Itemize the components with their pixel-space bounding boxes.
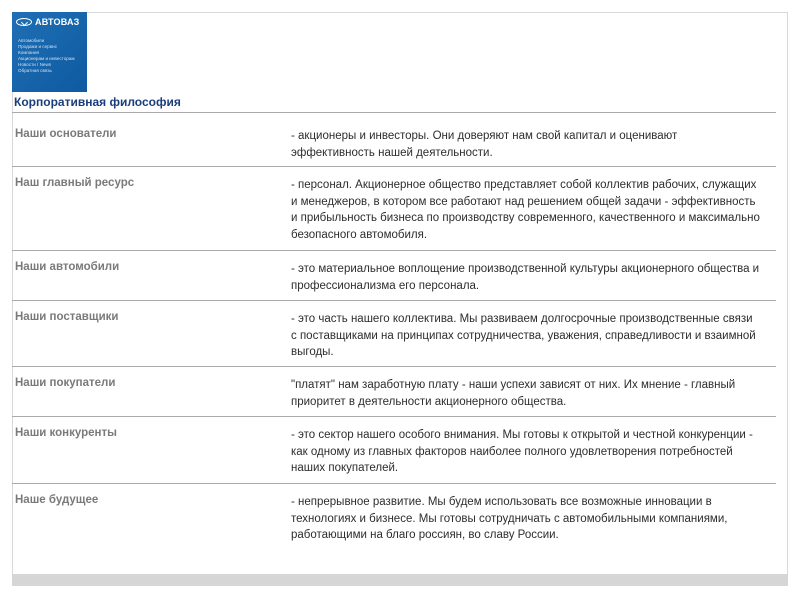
menu-item-cars[interactable]: Автомобили (18, 38, 45, 43)
philosophy-row-cars (12, 251, 776, 301)
menu-item-feedback[interactable]: Обратная связь (18, 68, 52, 73)
title-divider (12, 112, 776, 113)
philosophy-row-future (12, 484, 776, 568)
row-text: - это сектор нашего особого внимания. Мы готовы к открытой и честной конкуренции - как одному из главных факторов наиболее полного удовлетворения потребностей наших покупателей. (291, 429, 753, 474)
brand-logo[interactable] (16, 17, 83, 27)
bottom-bar (12, 574, 788, 586)
lada-boat-icon (16, 18, 32, 26)
menu-item-news[interactable]: Новости / News (18, 62, 52, 67)
row-label: Наши основатели (15, 128, 117, 140)
brand-panel (12, 12, 87, 92)
row-text: - персонал. Акционерное общество представляет собой коллектив рабочих, служащих и менеджеров, в котором все работают над решением общей задачи - эффективность и прибыльность бизнеса по производству современного, качественного и максимально безопасного автомобиля. (291, 179, 760, 241)
philosophy-row-competitors (12, 417, 776, 484)
philosophy-row-founders (12, 118, 776, 167)
menu-item-investors[interactable]: Акционерам и инвесторам (18, 56, 75, 61)
row-text: - это часть нашего коллектива. Мы развиваем долгосрочные производственные связи с поставщиками на принципах сотрудничества, уважения, справедливости и взаимной выгоды. (291, 313, 756, 358)
philosophy-list (12, 118, 776, 568)
row-label: Наши конкуренты (15, 427, 117, 439)
philosophy-row-resource (12, 167, 776, 251)
row-text: - акционеры и инвесторы. Они доверяют нам свой капитал и оценивают эффективность нашей деятельности. (291, 130, 678, 159)
row-text: - это материальное воплощение производственной культуры акционерного общества и профессионализма его персонала. (291, 263, 760, 292)
philosophy-row-suppliers (12, 301, 776, 367)
row-text: "платят" нам заработную плату - наши успехи зависят от них. Их мнение - главный приоритет в деятельности акционерного общества. (291, 379, 736, 408)
page-title: Корпоративная философия (14, 95, 181, 109)
main-menu (18, 38, 83, 74)
row-text: - непрерывное развитие. Мы будем использовать все возможные инновации в технологиях и бизнесе. Мы готовы сотрудничать с автомобильными компаниями, работающими на благо россиян, во славу России. (291, 496, 728, 541)
brand-name: АВТОВАЗ (35, 17, 80, 27)
row-label: Наши поставщики (15, 311, 119, 323)
row-label: Наши автомобили (15, 261, 120, 273)
row-label: Наше будущее (15, 494, 99, 506)
philosophy-row-customers (12, 367, 776, 417)
row-label: Наши покупатели (15, 377, 116, 389)
row-label: Наш главный ресурс (15, 177, 135, 189)
menu-item-company[interactable]: Компания (18, 50, 40, 55)
menu-item-sales-service[interactable]: Продажи и сервис (18, 44, 58, 49)
